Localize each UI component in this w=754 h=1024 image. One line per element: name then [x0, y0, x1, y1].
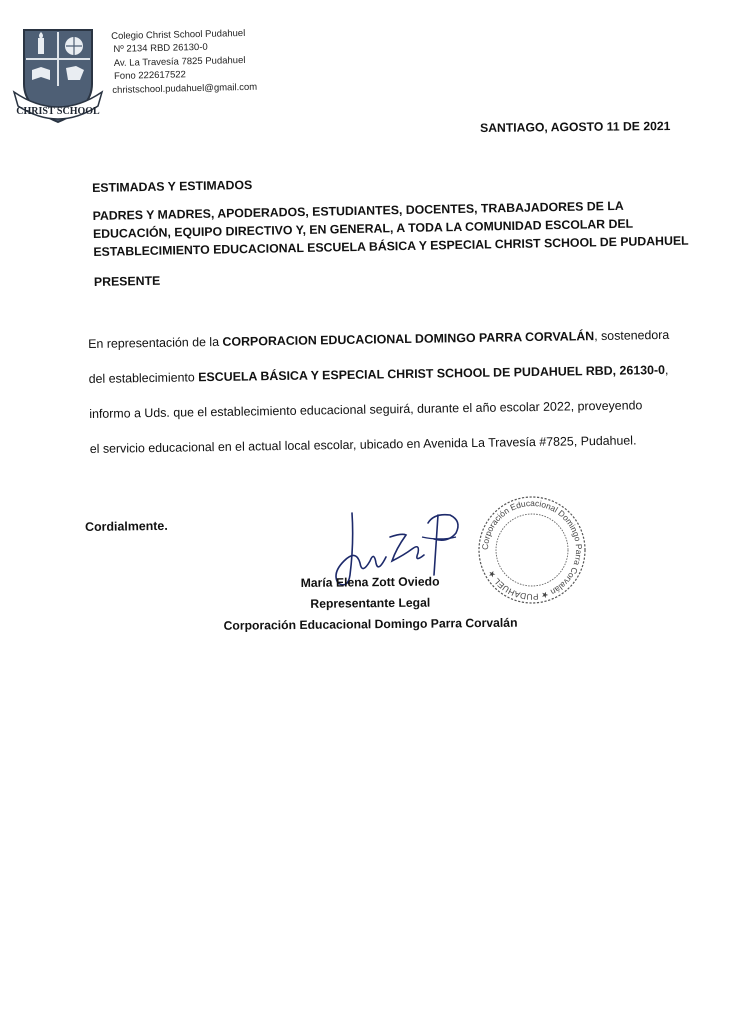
school-address: Av. La Travesía 7825 Pudahuel: [113, 54, 246, 69]
body-line: En representación de la CORPORACION EDUCACIONAL DOMINGO PARRA CORVALÁN, sostenedora: [88, 327, 670, 351]
body-line: el servicio educacional en el actual local escolar, ubicado en Avenida La Travesía #7825, Pudahuel.: [89, 433, 637, 456]
salutation-block: [92, 169, 694, 288]
body-line: del establecimiento ESCUELA BÁSICA Y ESPECIAL CHRIST SCHOOL DE PUDAHUEL RBD, 26130-0,: [88, 362, 669, 386]
school-full-name: ESCUELA BÁSICA Y ESPECIAL CHRIST SCHOOL DE PUDAHUEL RBD, 26130-0: [198, 362, 666, 385]
presente: PRESENTE: [93, 273, 161, 289]
school-name: Colegio Christ School Pudahuel: [111, 27, 246, 42]
svg-text:Corporación Educacional Doming: Corporación Educacional Domingo Parra Corvalán ★ PUDAHUEL ★: [479, 497, 585, 603]
addressees: PADRES Y MADRES, APODERADOS, ESTUDIANTES, DOCENTES, TRABAJADORES DE LA EDUCACIÓN, EQUIPO DIRECTIVO Y, EN GENERAL, A TODA LA COMUNIDAD ESCOLAR DEL ESTABLECIMIENTO EDUCACIONAL ESCUELA BÁSICA Y ESPECIAL CHRIST SCHOOL DE PUDAHUEL: [92, 198, 689, 259]
signer-role: Representante Legal: [310, 595, 431, 611]
signer-name: María Elena Zott Oviedo: [300, 574, 440, 590]
letterhead-info: [111, 27, 257, 97]
school-rbd: Nº 2134 RBD 26130-0: [113, 42, 208, 56]
body-line: informo a Uds. que el establecimiento educacional seguirá, durante el año escolar 2022, proveyendo: [89, 398, 643, 421]
school-crest-icon: [10, 26, 106, 126]
signer-organization: Corporación Educacional Domingo Parra Corvalán: [223, 615, 518, 633]
closing: Cordialmente.: [85, 518, 168, 534]
svg-text:CHRIST SCHOOL: CHRIST SCHOOL: [16, 106, 100, 117]
letter-date: SANTIAGO, AGOSTO 11 DE 2021: [480, 119, 671, 135]
school-phone: Fono 222617522: [113, 69, 187, 83]
letter-body: [88, 325, 690, 474]
signer-block: [200, 570, 541, 637]
school-email: christschool.pudahuel@gmail.com: [112, 81, 258, 96]
corporation-name: CORPORACION EDUCACIONAL DOMINGO PARRA CORVALÁN: [222, 329, 595, 349]
greeting: ESTIMADAS Y ESTIMADOS: [92, 177, 253, 195]
